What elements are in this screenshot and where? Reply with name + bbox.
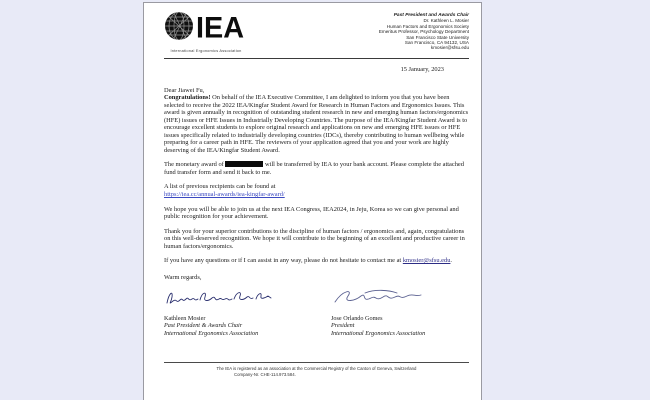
right-signer-name: Jose Orlando Gomes — [331, 314, 383, 322]
iea-logo — [164, 11, 248, 53]
sender-role: Past President and Awards Chair — [393, 13, 469, 18]
paragraph-thank-you: Thank you for your superior contributions to the discipline of human factors / ergonomics and, again, congratulations on this well-deserved recognition. We hope it will contribute to the beginning of an excellent and productive career in human factors/ergonomics. — [164, 227, 465, 250]
paragraph-questions: If you have any questions or if I can assist in any way, please do not hesitate to contact me at kmosier@sfsu.edu. — [164, 257, 453, 265]
left-signer-name: Kathleen Mosier — [164, 314, 206, 322]
date-line: 15 January, 2023 — [400, 66, 444, 73]
sender-title: Emeritus Professor, Psychology Department — [378, 29, 469, 35]
left-signer-details — [164, 315, 331, 337]
closing-line: Warm regards, — [164, 273, 202, 281]
salutation: Dear Jiawei Fu, — [164, 87, 205, 94]
jose-signature-icon — [331, 287, 426, 309]
footer-registration: The IEA is registered as an association at the Commercial Registry of the Canton of Geneva, Switzerland — [216, 366, 417, 371]
sender-email: kmosier@sfsu.edu — [430, 45, 469, 51]
left-signer-title: Past President & Awards Chair — [164, 322, 243, 330]
iea-acronym: IEA — [196, 11, 244, 43]
signature-block-left — [164, 287, 331, 337]
header-divider — [164, 58, 469, 59]
sender-name: Dr. Kathleen L. Mosier — [423, 18, 469, 24]
sender-contact-block — [379, 13, 469, 51]
paragraph-congress-invite: We hope you will be able to join us at the next IEA Congress, IEA2024, in Jeju, Korea so we can give personal and public recognition for your achievement. — [164, 205, 459, 221]
iea-globe-icon — [164, 11, 248, 43]
redaction-box — [225, 161, 263, 167]
sender-society: Human Factors and Ergonomics Society — [386, 23, 469, 29]
paragraph-monetary-award: The monetary award of will be transferred by IEA to your bank account. Please complete the attached fund transfer form and send it back to me. — [164, 161, 464, 176]
right-signer-title: President — [331, 322, 355, 330]
letter-page — [143, 2, 482, 400]
recipients-list-link[interactable]: https://iea.cc/annual-awards/iea-kingfar-award/ — [164, 191, 285, 199]
left-signer-org: International Ergonomics Association — [164, 329, 259, 337]
paragraph-award-announcement: Congratulations! On behalf of the IEA Executive Committee, I am delighted to inform you that you have been selected to receive the 2022 IEA/Kingfar Student Award for Research in Human Factors and Ergonomics Issues. This award is given annually in recognition of outstanding student research in new and emerging human factors/ergonomics (HFE) issues or HFE Issues in Industrially Developing Countries. The purpose of the IEA/Kingfar Student Award is to encourage excellent students to explore original research and applications on new and emerging HFE issues or HFE issues specifically related to industrially developing countries (IDCs), thereby contributing to human wellbeing while preparing for a career path in HFE. The reviewers of your application agreed that you and your work are highly deserving of the IEA/Kingfar Student Award. — [164, 94, 469, 154]
right-signer-org: International Ergonomics Association — [331, 329, 426, 337]
congratulations-lead: Congratulations! — [164, 94, 211, 101]
sender-university: San Francisco State University — [406, 34, 469, 40]
letterhead — [164, 11, 469, 53]
signature-row — [164, 287, 469, 337]
signature-block-right — [331, 287, 469, 337]
contact-email-link[interactable]: kmosier@sfsu.edu — [402, 257, 451, 265]
footer-company-number: Company-Nr. CHE-114.973.584. — [234, 372, 296, 377]
logo-subtitle: International Ergonomics Association — [170, 48, 242, 53]
right-signer-details — [331, 315, 469, 337]
paragraph-recipients: A list of previous recipients can be found at https://iea.cc/annual-awards/iea-kingfar-award/ — [164, 183, 285, 199]
letter-footer — [164, 362, 469, 378]
sender-address: San Francisco, CA 94132, USA — [404, 40, 469, 46]
kathleen-signature-icon — [164, 287, 274, 309]
footer-divider — [164, 362, 469, 363]
